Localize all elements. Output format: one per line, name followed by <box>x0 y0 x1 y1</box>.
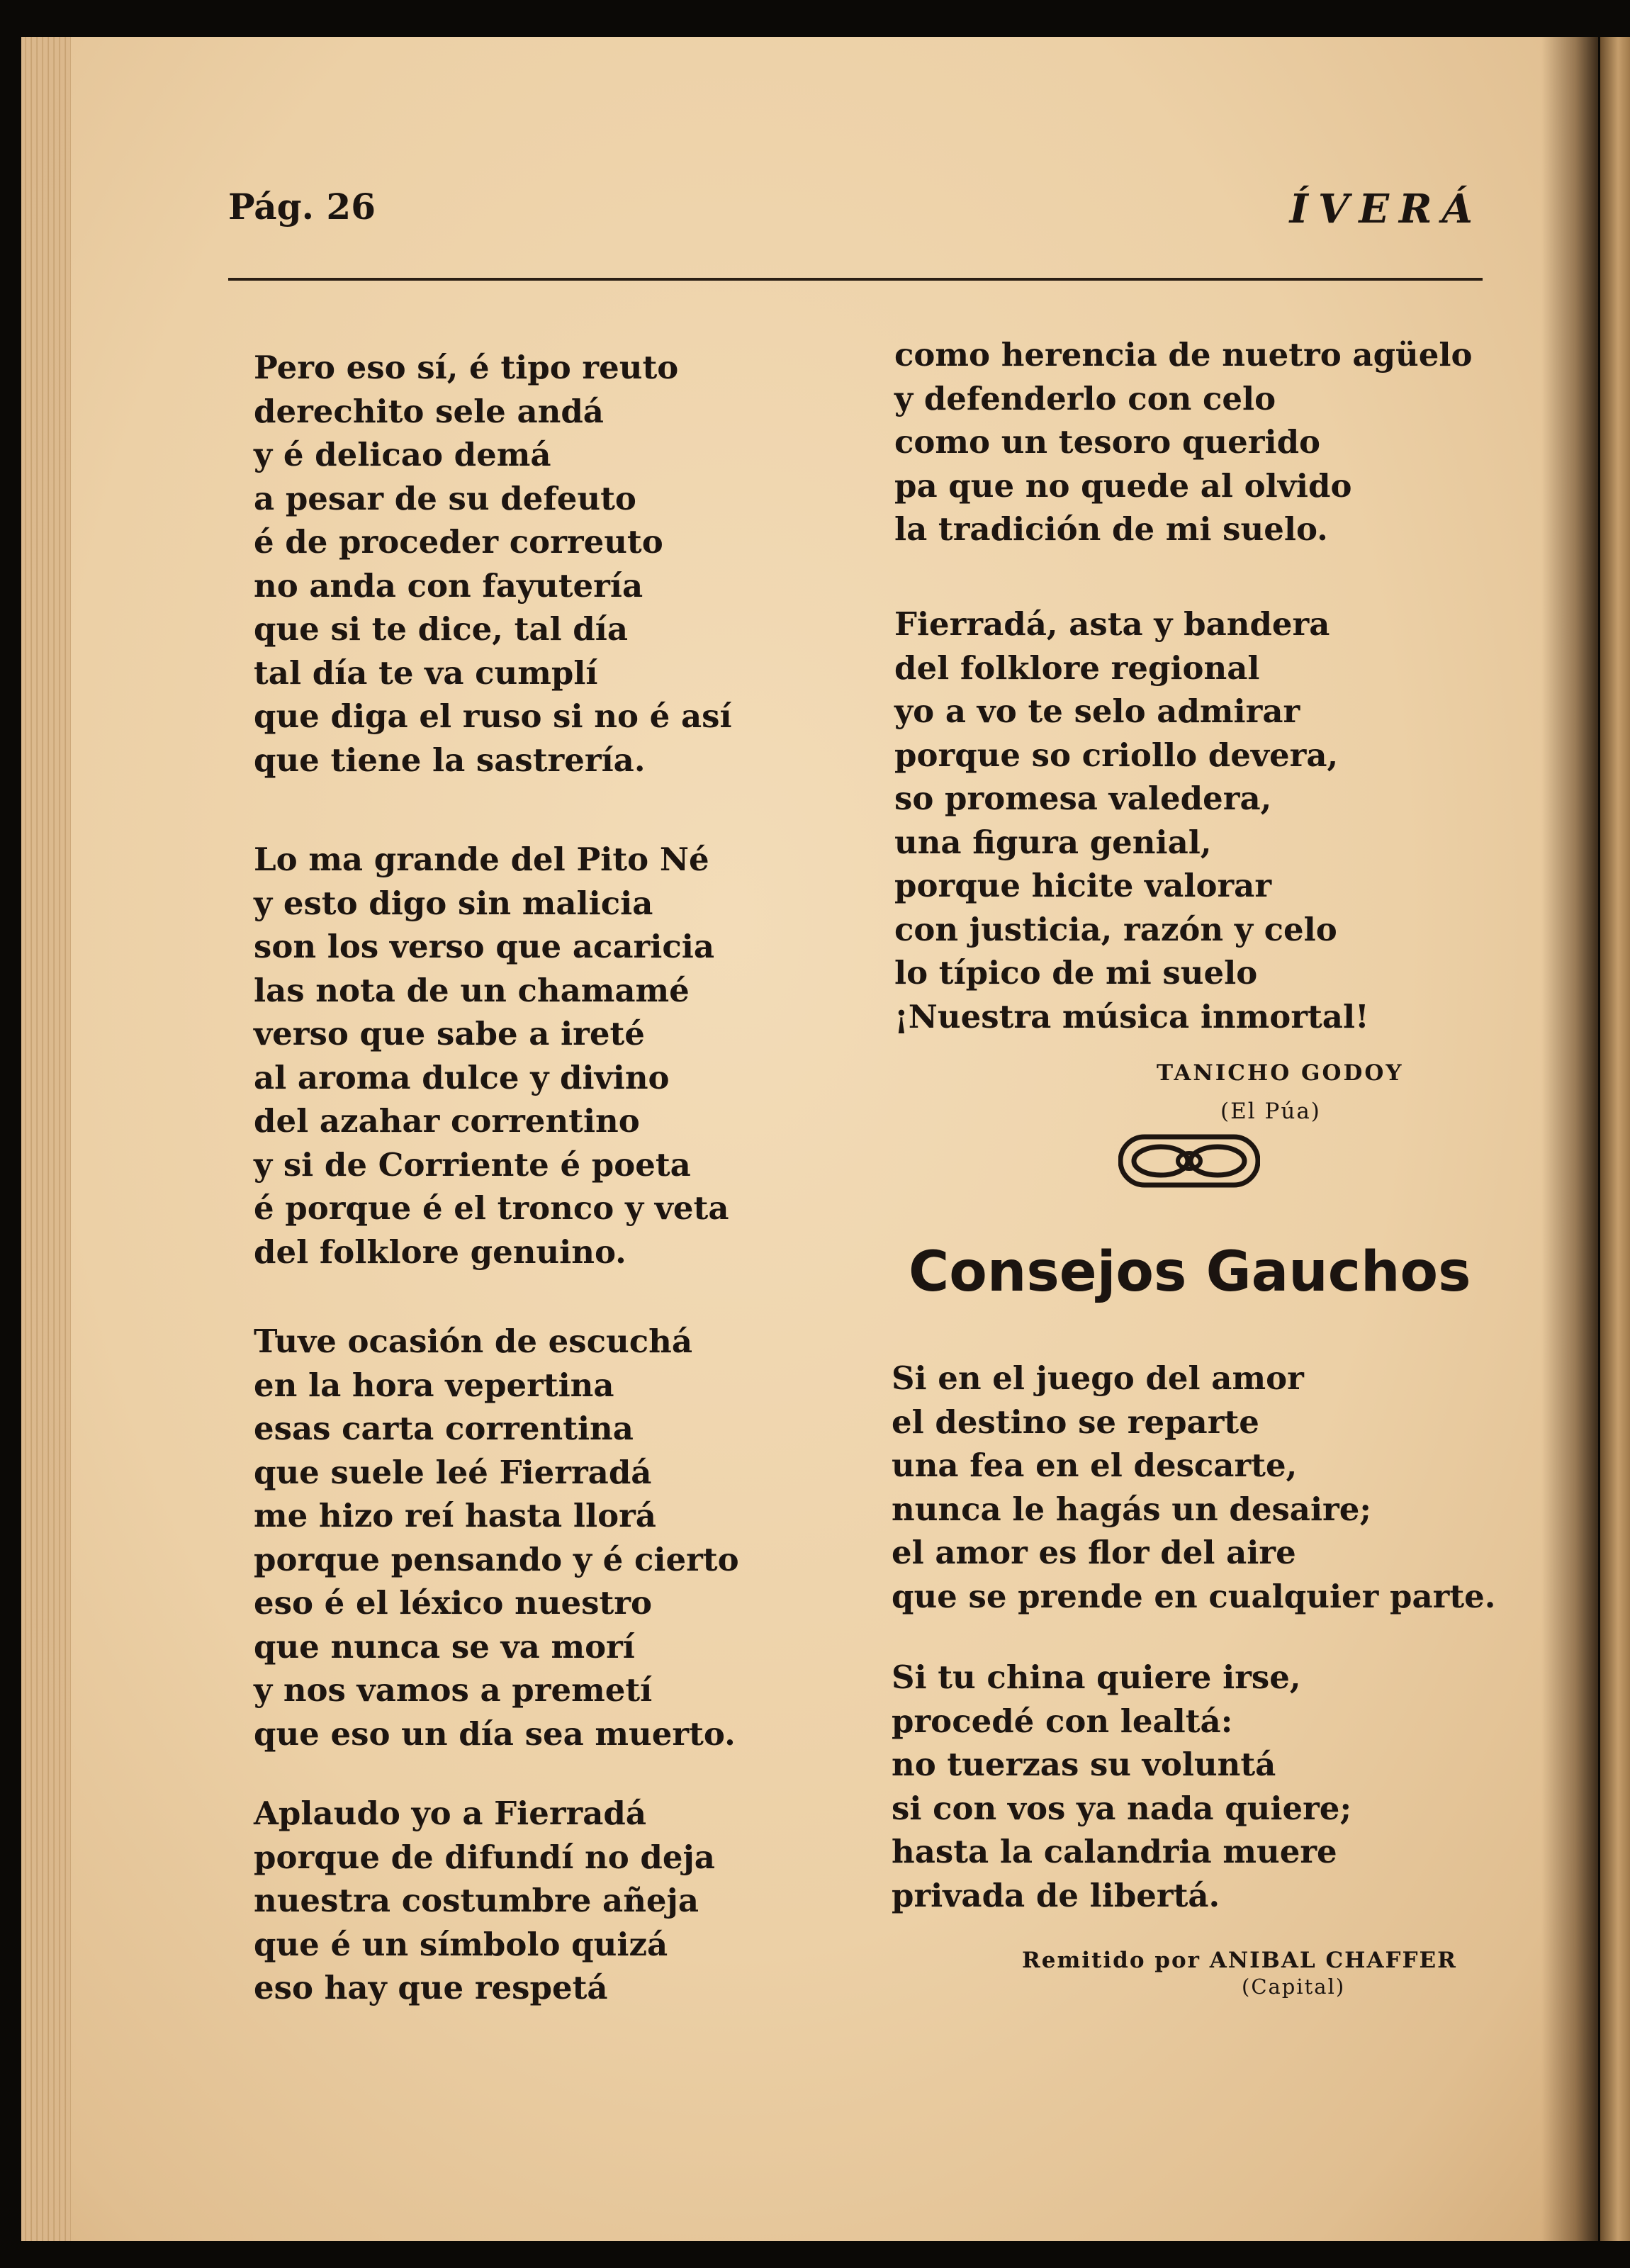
facing-page-edge <box>1600 37 1630 2241</box>
left-stanza-4 <box>254 1792 715 2010</box>
poem-line: si con vos ya nada quiere; <box>892 1789 1352 1827</box>
poem-line: al aroma dulce y divino <box>254 1058 670 1096</box>
poem-line: so promesa valedera, <box>894 780 1272 817</box>
left-stanza-1 <box>254 346 732 782</box>
poem-line: como herencia de nuetro agüelo <box>894 336 1473 374</box>
poem-line: porque de difundí no deja <box>254 1838 715 1876</box>
header-rule <box>228 278 1483 281</box>
poem-line: son los verso que acaricia <box>254 928 714 965</box>
consejos-stanza-2 <box>892 1656 1351 1917</box>
credit-location: (Capital) <box>1242 1975 1346 1999</box>
poem-line: las nota de un chamamé <box>254 971 690 1009</box>
poem-line: Aplaudo yo a Fierradá <box>254 1795 647 1832</box>
left-stanza-2 <box>254 838 729 1274</box>
poem-line: Pero eso sí, é tipo reuto <box>254 349 679 386</box>
poem-line: eso hay que respetá <box>254 1969 608 2006</box>
poem-line: que nunca se va morí <box>254 1627 635 1666</box>
poem-line: el destino se reparte <box>892 1403 1259 1441</box>
poem-line: hasta la calandria muere <box>892 1833 1337 1870</box>
ornament-divider <box>1118 1133 1260 1189</box>
poem-line: pa que no quede al olvido <box>894 466 1352 505</box>
consejos-stanza-1 <box>892 1357 1495 1618</box>
poem-line: esas carta correntina <box>254 1410 634 1447</box>
poem-line: porque pensando y é cierto <box>254 1540 739 1578</box>
poem-line: nunca le hagás un desaire; <box>892 1490 1371 1528</box>
poem-line: no anda con fayutería <box>254 566 643 605</box>
poem-line: y nos vamos a premetí <box>254 1671 653 1709</box>
poem-line: del folklore regional <box>894 649 1260 687</box>
poem-line: verso que sabe a ireté <box>254 1015 645 1052</box>
poem-line: y esto digo sin malicia <box>254 884 653 922</box>
poem-line: del folklore genuino. <box>254 1233 626 1271</box>
poem-line: Si en el juego del amor <box>892 1359 1304 1397</box>
left-stanza-3 <box>254 1320 739 1756</box>
right-stanza-1 <box>894 333 1473 551</box>
poem-line: privada de libertá. <box>892 1876 1220 1914</box>
page-header <box>228 186 1483 249</box>
poem-line: el amor es flor del aire <box>892 1534 1296 1571</box>
poem-line: Fierradá, asta y bandera <box>894 605 1330 643</box>
poem-line: Si tu china quiere irse, <box>892 1658 1301 1696</box>
poem-line: que se prende en cualquier parte. <box>892 1577 1496 1615</box>
page-edges <box>21 37 71 2241</box>
poem-line: no tuerzas su voluntá <box>892 1746 1276 1783</box>
poem-line: con justicia, razón y celo <box>894 910 1337 948</box>
poem-line: que é un símbolo quizá <box>254 1925 668 1963</box>
section-title: Consejos Gauchos <box>909 1240 1471 1304</box>
poem-line: me hizo reí hasta llorá <box>254 1497 656 1534</box>
poem-line: que eso un día sea muerto. <box>254 1714 736 1753</box>
poem-line: la tradición de mi suelo. <box>894 510 1328 548</box>
poem-line: porque hicite valorar <box>894 867 1272 904</box>
poem-line: Tuve ocasión de escuchá <box>254 1323 693 1360</box>
poem-line: yo a vo te selo admirar <box>894 692 1300 730</box>
poem-line: que si te dice, tal día <box>254 610 629 648</box>
credit-line: Remitido por ANIBAL CHAFFER <box>1022 1948 1457 1973</box>
poem-line: una figura genial, <box>894 823 1212 861</box>
poem-line: como un tesoro querido <box>894 423 1321 461</box>
binding-gutter <box>1541 37 1598 2241</box>
poem-line: derechito sele andá <box>254 392 604 430</box>
poem-line: que diga el ruso si no é así <box>254 697 732 735</box>
poem-line: del azahar correntino <box>254 1102 640 1140</box>
poem-line: eso é el léxico nuestro <box>254 1584 652 1622</box>
poem-line: que suele leé Fierradá <box>254 1453 652 1491</box>
poem-line: tal día te va cumplí <box>254 653 598 692</box>
poem-line: y si de Corriente é poeta <box>254 1145 691 1184</box>
poem-line: é porque é el tronco y veta <box>254 1189 729 1227</box>
right-stanza-2 <box>894 602 1369 1038</box>
poem-line: procedé con lealtá: <box>892 1702 1233 1740</box>
poem-line: nuestra costumbre añeja <box>254 1882 699 1919</box>
poem-line: é de proceder correuto <box>254 523 663 561</box>
author-alias: (El Púa) <box>1220 1099 1321 1124</box>
journal-name: ÍVERÁ <box>1289 186 1483 232</box>
poem-line: lo típico de mi suelo <box>894 954 1258 992</box>
poem-line: ¡Nuestra música inmortal! <box>894 997 1369 1035</box>
author-name: TANICHO GODOY <box>1157 1060 1404 1086</box>
poem-line: una fea en el descarte, <box>892 1447 1298 1484</box>
poem-line: porque so criollo devera, <box>894 736 1339 774</box>
poem-line: que tiene la sastrería. <box>254 741 646 779</box>
poem-line: a pesar de su defeuto <box>254 479 636 517</box>
poem-line: Lo ma grande del Pito Né <box>254 841 709 878</box>
poem-line: en la hora vepertina <box>254 1366 614 1404</box>
poem-line: y é delicao demá <box>254 436 551 473</box>
page-number: Pág. 26 <box>228 186 376 228</box>
poem-line: y defenderlo con celo <box>894 379 1276 417</box>
